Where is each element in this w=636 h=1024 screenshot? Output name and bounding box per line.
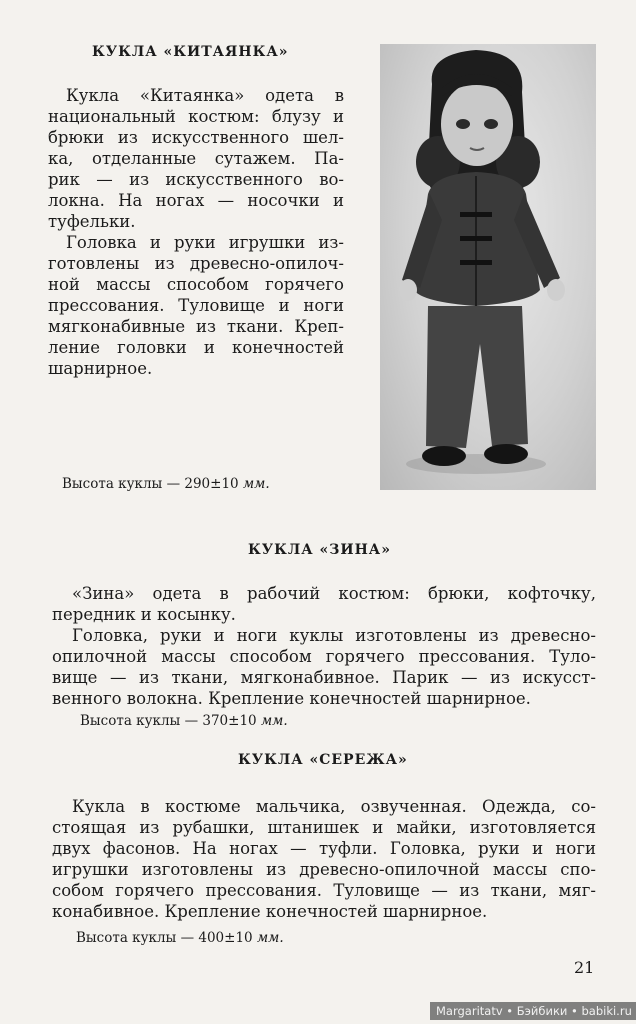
text-line: собом горячего прессования. Туловище — из ткани, мяг- — [52, 881, 596, 900]
text-line: Головка, руки и ноги куклы изготовлены из древесно- — [72, 626, 596, 645]
text-line: «Зина» одета в рабочий костюм: брюки, кофточку, — [72, 584, 596, 603]
section3-text — [52, 796, 596, 922]
height-unit: мм. — [256, 930, 284, 946]
section1-height — [62, 476, 270, 492]
text-line: конабивное. Крепление конечностей шарнирное. — [52, 902, 488, 921]
text-line: Кукла в костюме мальчика, озвученная. Одежда, со- — [72, 797, 596, 816]
text-line: готовлены из древесно-опилоч- — [48, 254, 344, 273]
section2-title: КУКЛА «ЗИНА» — [248, 542, 391, 558]
section2-text — [52, 583, 596, 709]
text-line: ка, отделанные сутажем. Па- — [48, 149, 344, 168]
section1-title: КУКЛА «КИТАЯНКА» — [92, 44, 289, 60]
text-line: рик — из искусственного во- — [48, 170, 344, 189]
text-line: Головка и руки игрушки из- — [66, 233, 344, 252]
text-line: Кукла «Китаянка» одета в — [66, 86, 344, 105]
text-line: ление головки и конечностей — [48, 338, 344, 357]
text-line: шарнирное. — [48, 359, 153, 378]
doll-photo — [380, 44, 596, 490]
height-unit: мм. — [242, 476, 270, 492]
height-label: Высота куклы — 290±10 — [62, 476, 239, 492]
text-line: локна. На ногах — носочки и — [48, 191, 344, 210]
text-line: прессования. Туловище и ноги — [48, 296, 344, 315]
text-line: брюки из искусственного шел- — [48, 128, 344, 147]
text-line: опилочной массы способом горячего прессования. Туло- — [52, 647, 596, 666]
text-line: двух фасонов. На ногах — туфли. Головка, руки и ноги — [52, 839, 596, 858]
page-number: 21 — [574, 958, 595, 977]
section1-text — [48, 85, 344, 379]
height-label: Высота куклы — 370±10 — [80, 713, 257, 729]
height-label: Высота куклы — 400±10 — [76, 930, 253, 946]
text-line: туфельки. — [48, 212, 136, 231]
text-line: стоящая из рубашки, штанишек и майки, изготовляется — [52, 818, 596, 837]
doll-illustration — [380, 44, 596, 490]
text-line: игрушки изготовлены из древесно-опилочной массы спо- — [52, 860, 596, 879]
text-line: венного волокна. Крепление конечностей шарнирное. — [52, 689, 531, 708]
text-line: передник и косынку. — [52, 605, 236, 624]
section2-height — [80, 713, 288, 729]
height-unit: мм. — [260, 713, 288, 729]
section3-title: КУКЛА «СЕРЕЖА» — [238, 752, 408, 768]
text-line: мягконабивные из ткани. Креп- — [48, 317, 344, 336]
section3-height — [76, 930, 284, 946]
text-line: вище — из ткани, мягконабивное. Парик — из искусст- — [52, 668, 596, 687]
text-line: ной массы способом горячего — [48, 275, 344, 294]
text-line: национальный костюм: блузу и — [48, 107, 344, 126]
watermark: Margaritatv • Бэйбики • babiki.ru — [430, 1002, 636, 1020]
